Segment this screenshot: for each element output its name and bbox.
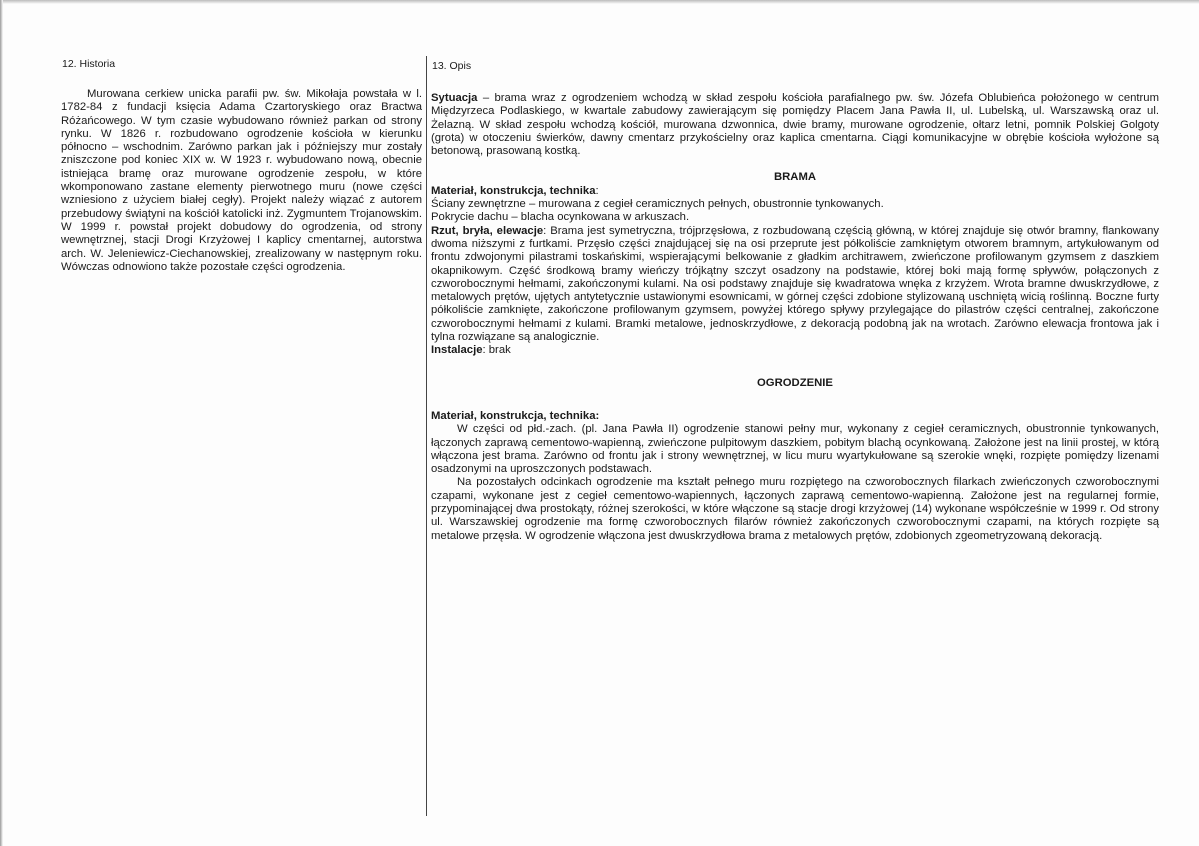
bryla-label: bryła, elewacje bbox=[462, 224, 544, 237]
rzut-text: : Brama jest symetryczna, trójprzęsłowa, z rozbudowaną częścią główną, w której znajduje się otwór bramny, flankowany dwoma niższymi z furtkami. Przęsło części znajdującej się na osi przeprute jest półkoliście zamkniętym otworem bramnym, artykułowanym od frontu zdwojonymi pilastrami toskańskimi, wspierającymi belkowanie z gładkim architrawem, zwieńczone profilowanym gzymsem z daszkiem okapnikowym. Część środkową bramy wieńczy trójkątny szczyt osadzony na podstawie, której boki mają formę spływów, połączonych z czworobocznymi hełmami, zakończonymi kulami. Na osi podstawy znajduje się kwadratowa wnęka z krzyżem. Wrota bramne dwuskrzydłowe, z metalowych prętów, ujętych antytetycznie ustawionymi esownicami, w górnej części zdobione stylizowaną uschniętą wicią roślinną. Boczne furty półkoliście zamknięte, zakończone profilowanym gzymsem, powyżej którego spływy przylegające do pilastrów części centralnej, zakończone czworobocznymi hełmami z kulami. Bramki metalowe, jednoskrzydłowe, z dekoracją podobną jak na wrotach. Zarówno elewacja frontowa jak i tylna rozwiązane są analogicznie. bbox=[431, 224, 1159, 344]
brama-walls: Ściany zewnętrzne – murowana z cegieł ceramicznych pełnych, obustronnie tynkowanych. bbox=[431, 198, 884, 211]
situation-text: – brama wraz z ogrodzeniem wchodzą w skład zespołu kościoła parafialnego pw. św. Józefa Oblubieńca położonego w centrum Międzyrzeca Podlaskiego, w kwartale zabudowy zawierającym się pomiędzy Placem Jana Pawła II, ul. Lubelską, ul. Warszawską oraz ul. Żelazną. W skład zespołu wchodzą kościół, murowana dzwonnica, dwie bramy, murowane ogrodzenie, ołtarz letni, pomnik Polskiej Golgoty (grota) w otoczeniu świerków, dawny cmentarz przykościelny oraz kaplica cmentarna. Ciągi komunikacyjne w obrębie kościoła wyłożone są betonową, prasowaną kostką. bbox=[431, 92, 1159, 158]
opis-column bbox=[431, 92, 1159, 543]
colon: : bbox=[595, 184, 599, 197]
rzut-label: Rzut bbox=[431, 224, 456, 237]
scan-edge-top bbox=[0, 0, 1199, 4]
instalacje-label: Instalacje bbox=[431, 344, 483, 357]
section-heading-historia: 12. Historia bbox=[62, 58, 116, 70]
historia-column bbox=[61, 88, 422, 274]
scan-edge-left bbox=[0, 0, 3, 846]
brama-material-label: Materiał, konstrukcja, technika bbox=[431, 184, 596, 197]
brama-instalacje bbox=[431, 344, 1159, 357]
ogrodzenie-material-heading bbox=[431, 410, 1159, 423]
ogrodzenie-paragraph-1: W części od płd.-zach. (pl. Jana Pawła II) ogrodzenie stanowi pełny mur, wykonany z cegieł ceramicznych, obustronnie tynkowanych, łączonych zaprawą cementowo-wapienną, zwieńczone pulpitowym daszkiem, pobitym blachą ocynkowaną. Założone jest na linii prostej, w którą włączona jest brama. Zarówno od frontu jak i strony wewnętrznej, w licu muru wyartykułowane są szerokie wnęki, rozpięte pomiędzy lizenami osadzonymi na uproszczonych podstawach. bbox=[431, 423, 1159, 476]
brama-title: BRAMA bbox=[773, 171, 817, 184]
ogrodzenie-paragraph-2: Na pozostałych odcinkach ogrodzenie ma kształt pełnego muru rozpiętego na czworobocznych filarkach zwieńczonych czworobocznymi czapami, wykonane jest z cegieł cementowo-wapiennych, łączonych zaprawą cementowo-wapienną. Założone jest na regularnej formie, przypominającej dwa prostokąty, różnej szerokości, w które włączone są stacje drogi krzyżowej (14) wykonane współcześnie w 1999 r. Od strony ul. Warszawskiej ogrodzenie ma formę czworobocznych filarów również zakończonych czworobocznymi czapami, na których rozpięte są metalowe przęsła. W ogrodzenie włączona jest dwuskrzydłowa brama z metalowych prętów, zdobionych zgeometryzowaną dekoracją. bbox=[431, 476, 1159, 542]
rzut-sep: , bbox=[455, 224, 463, 237]
situation-label: Sytuacja bbox=[431, 92, 478, 104]
historia-paragraph: Murowana cerkiew unicka parafii pw. św. Mikołaja powstała w l. 1782-84 z fundacji księcia Adama Czartoryskiego oraz Bractwa Różańcowego. W tym czasie wybudowano również parkan od strony rynku. W 1826 r. rozbudowano ogrodzenie kościoła w kierunku północno – wschodnim. Zarówno parkan jak i późniejszy mur zostały zniszczone pod koniec XIX w. W 1923 r. wybudowano nową, obecnie istniejąca bramę oraz murowane ogrodzenie zespołu, w które wkomponowano zastane elementy pierwotnego muru (nowe części wzniesiono z użyciem białej cegły). Projekt należy wiązać z autorem przebudowy świątyni na kościół katolicki inż. Zygmuntem Trojanowskim. W 1999 r. powstał projekt dobudowy do ogrodzenia, od strony wewnętrznej, stacji Drogi Krzyżowej I kaplicy cmentarnej, autorstwa arch. W. Jeleniewicz-Ciechanowskiej, zrealizowany w następnym roku. Wówczas odnowiono także pozostałe części ogrodzenia. bbox=[61, 88, 422, 273]
instalacje-text: : brak bbox=[482, 344, 511, 357]
brama-material-heading bbox=[431, 185, 1159, 198]
brama-roof: Pokrycie dachu – blacha ocynkowana w arkuszach. bbox=[431, 211, 690, 224]
section-heading-opis: 13. Opis bbox=[432, 60, 472, 72]
ogrodzenie-material-label: Materiał, konstrukcja, technika: bbox=[431, 409, 600, 422]
ogrodzenie-title: OGRODZENIE bbox=[757, 376, 833, 389]
column-divider bbox=[426, 56, 427, 816]
situation-paragraph bbox=[431, 92, 1159, 158]
brama-rzut-paragraph bbox=[431, 225, 1159, 345]
